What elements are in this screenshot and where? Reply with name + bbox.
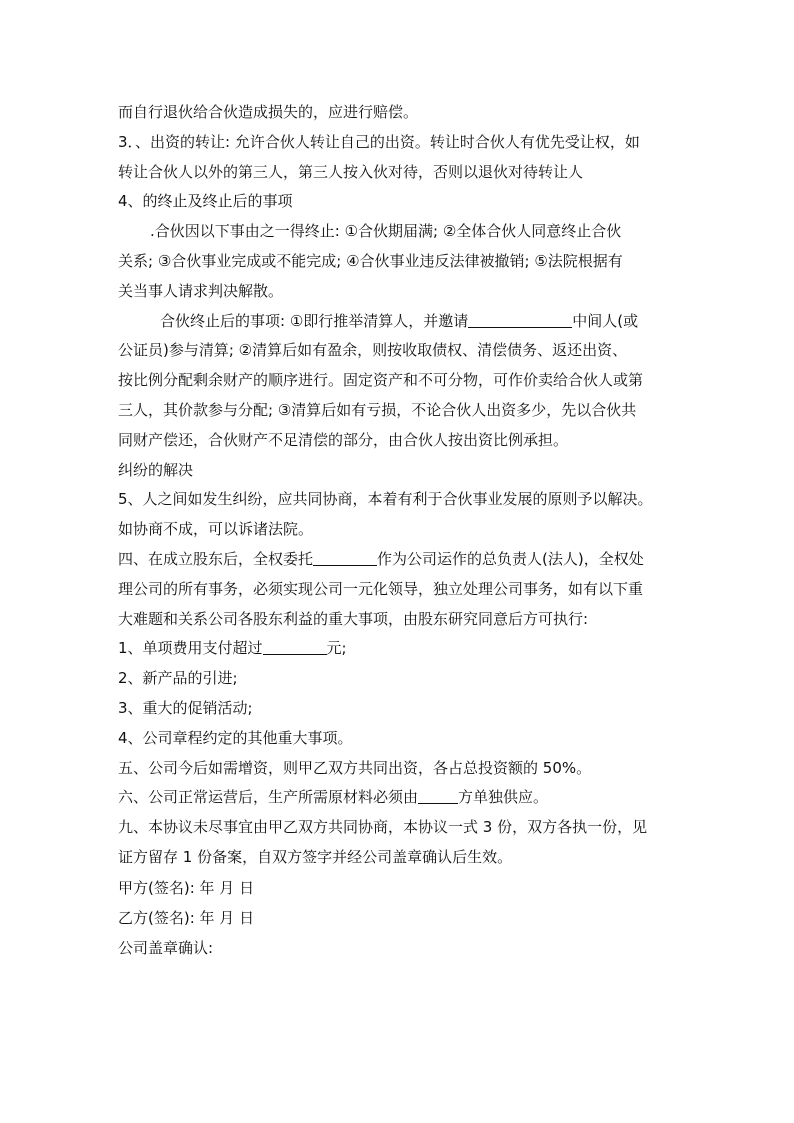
paragraph-line: 九、本协议未尽事宜由甲乙双方共同协商，本协议一式 3 份，双方各执一份，见: [118, 818, 648, 837]
document-body: [118, 98, 678, 963]
line-text-after-blank: 作为公司运作的总负责人(法人)，全权处: [377, 549, 644, 568]
section-heading: 4、的终止及终止后的事项: [118, 192, 293, 211]
paragraph-line: 公证员)参与清算; ②清算后如有盈余，则按收取债权、清偿债务、返还出资、: [118, 341, 628, 360]
paragraph-line: 5、人之间如发生纠纷，应共同协商，本着有利于合伙事业发展的原则予以解决。: [118, 490, 653, 509]
line-text-before-blank: 六、公司正常运营后，生产所需原材料必须由: [118, 788, 419, 807]
paragraph-line: 大难题和关系公司各股东利益的重大事项，由股东研究同意后方可执行:: [118, 609, 589, 628]
list-item: 3、重大的促销活动;: [118, 698, 253, 717]
fill-in-blank: [418, 787, 458, 804]
list-item: 2、新产品的引进;: [118, 669, 238, 688]
list-item: 4、公司章程约定的其他重大事项。: [118, 728, 353, 747]
line-text-before-blank: 四、在成立股东后，全权委托: [118, 549, 314, 568]
paragraph-line: 理公司的所有事务，必须实现公司一元化领导，独立处理公司事务，如有以下重: [118, 579, 644, 598]
line-text-after-blank: 元;: [326, 639, 347, 658]
fill-in-blank: [313, 549, 377, 566]
paragraph-line-with-blank: [118, 307, 678, 337]
paragraph-line: 如协商不成，可以诉诸法院。: [118, 520, 314, 539]
paragraph-line-with-blank: [118, 783, 678, 813]
paragraph-line-with-blank: [118, 545, 678, 575]
fill-in-blank: [468, 311, 572, 328]
party-b-signature-line: 乙方(签名): 年 月 日: [118, 908, 255, 927]
line-text-after-blank: 方单独供应。: [458, 788, 549, 807]
paragraph-line: 关当事人请求判决解散。: [118, 281, 284, 300]
line-text-before-blank: 1、单项费用支付超过: [118, 639, 263, 658]
paragraph-line: 同财产偿还，合伙财产不足清偿的部分，由合伙人按出资比例承担。: [118, 430, 569, 449]
list-item-with-blank: [118, 634, 678, 664]
paragraph-line: 3．、出资的转让: 允许合伙人转让自己的出资。转让时合伙人有优先受让权，如: [118, 132, 640, 151]
paragraph-line: 按比例分配剩余财产的顺序进行。固定资产和不可分物，可作价卖给合伙人或第: [118, 371, 644, 390]
signature-block: [118, 873, 678, 963]
paragraph-line: 转让合伙人以外的第三人，第三人按入伙对待，否则以退伙对待转让人: [118, 162, 584, 181]
paragraph-line: 而自行退伙给合伙造成损失的，应进行赔偿。: [118, 103, 419, 121]
line-text-before-blank: 合伙终止后的事项: ①即行推举清算人，并邀请: [160, 311, 469, 330]
paragraph-line: 证方留存 1 份备案，自双方签字并经公司盖章确认后生效。: [118, 847, 513, 866]
party-a-signature-line: 甲方(签名): 年 月 日: [118, 878, 255, 897]
paragraph-line: 三人，其价款参与分配; ③清算后如有亏损，不论合伙人出资多少，先以合伙共: [118, 400, 637, 419]
paragraph-line: 关系; ③合伙事业完成或不能完成; ④合伙事业违反法律被撤销; ⑤法院根据有: [118, 251, 623, 270]
line-text-after-blank: 中间人(或: [572, 311, 639, 330]
paragraph-line: .合伙因以下事由之一得终止: ①合伙期届满; ②全体合伙人同意终止合伙: [150, 222, 622, 241]
paragraph-line: 五、公司今后如需增资，则甲乙双方共同出资，各占总投资额的 50%。: [118, 758, 592, 777]
section-heading: 纠纷的解决: [118, 460, 194, 479]
fill-in-blank: [263, 638, 327, 655]
company-seal-line: 公司盖章确认:: [118, 938, 214, 957]
